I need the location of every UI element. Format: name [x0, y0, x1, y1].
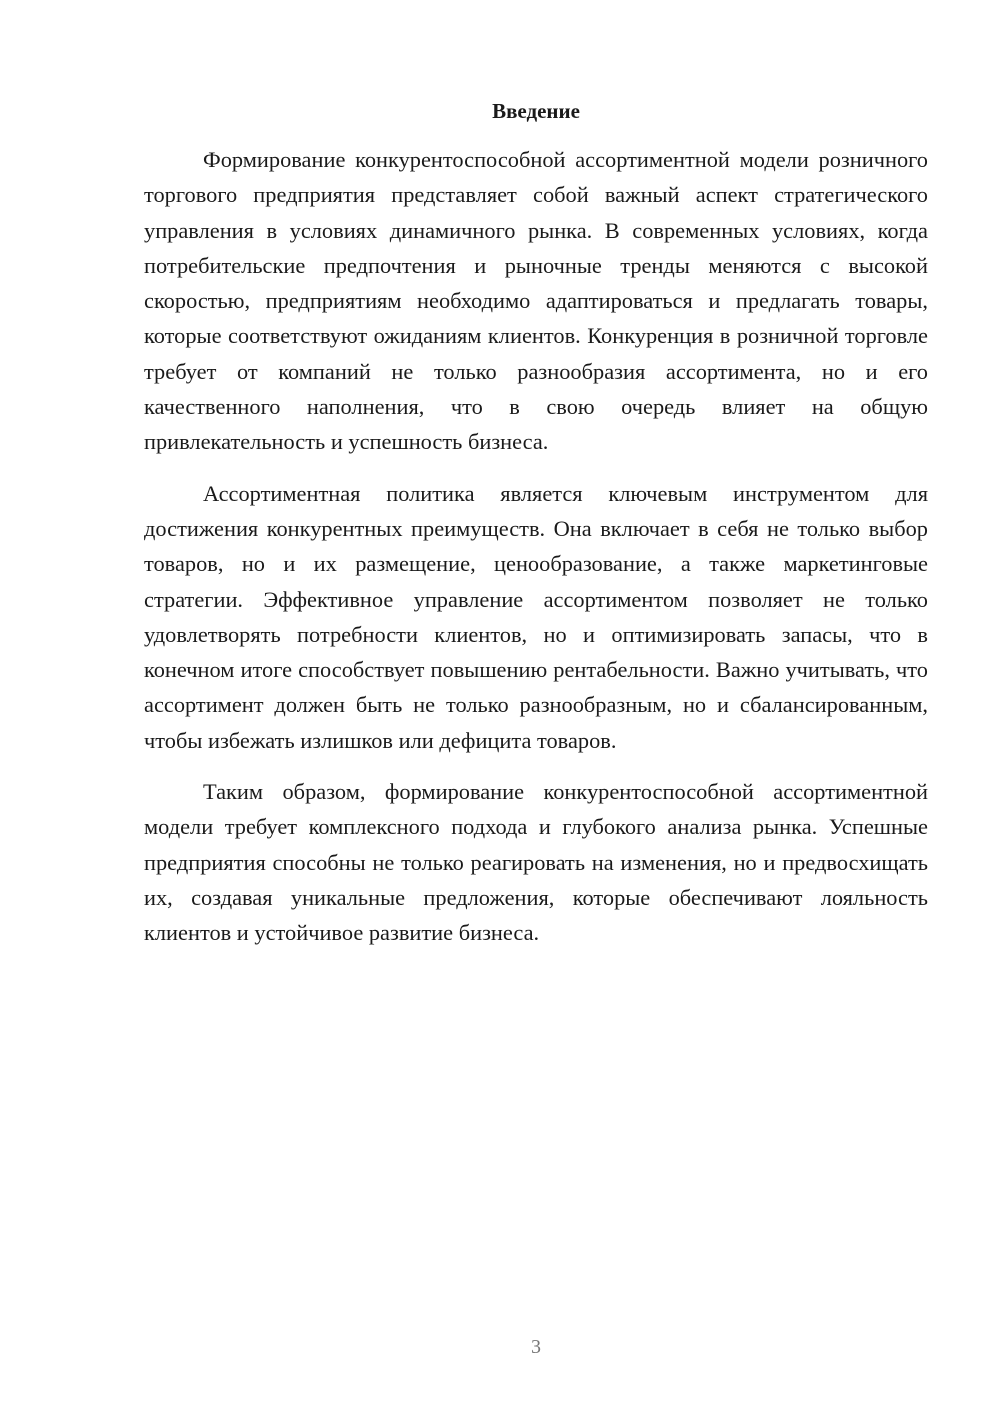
page-content	[144, 94, 928, 951]
section-title: Введение	[492, 99, 580, 123]
paragraph-1: Формирование конкурентоспособной ассортиментной модели розничного торгового предприятия представляет собой важный аспект стратегического управления в условиях динамичного рынка. В современных условиях, когда потребительские предпочтения и рыночные тренды меняются с высокой скоростью, предприятиям необходимо адаптироваться и предлагать товары, которые соответствуют ожиданиям клиентов. Конкуренция в розничной торговле требует от компаний не только разнообразия ассортимента, но и его качественного наполнения, что в свою очередь влияет на общую привлекательность и успешность бизнеса.	[144, 147, 928, 455]
paragraph-2: Ассортиментная политика является ключевым инструментом для достижения конкурентных преимуществ. Она включает в себя не только выбор товаров, но и их размещение, ценообразование, а также маркетинговые стратегии. Эффективное управление ассортиментом позволяет не только удовлетворять потребности клиентов, но и оптимизировать запасы, что в конечном итоге способствует повышению рентабельности. Важно учитывать, что ассортимент должен быть не только разнообразным, но и сбалансированным, чтобы избежать излишков или дефицита товаров.	[144, 480, 928, 753]
paragraph-3: Таким образом, формирование конкурентоспособной ассортиментной модели требует комплексного подхода и глубокого анализа рынка. Успешные предприятия способны не только реагировать на изменения, но и предвосхищать их, создавая уникальные предложения, которые обеспечивают лояльность клиентов и устойчивое развитие бизнеса.	[144, 779, 928, 946]
page-number: 3	[531, 1336, 541, 1358]
